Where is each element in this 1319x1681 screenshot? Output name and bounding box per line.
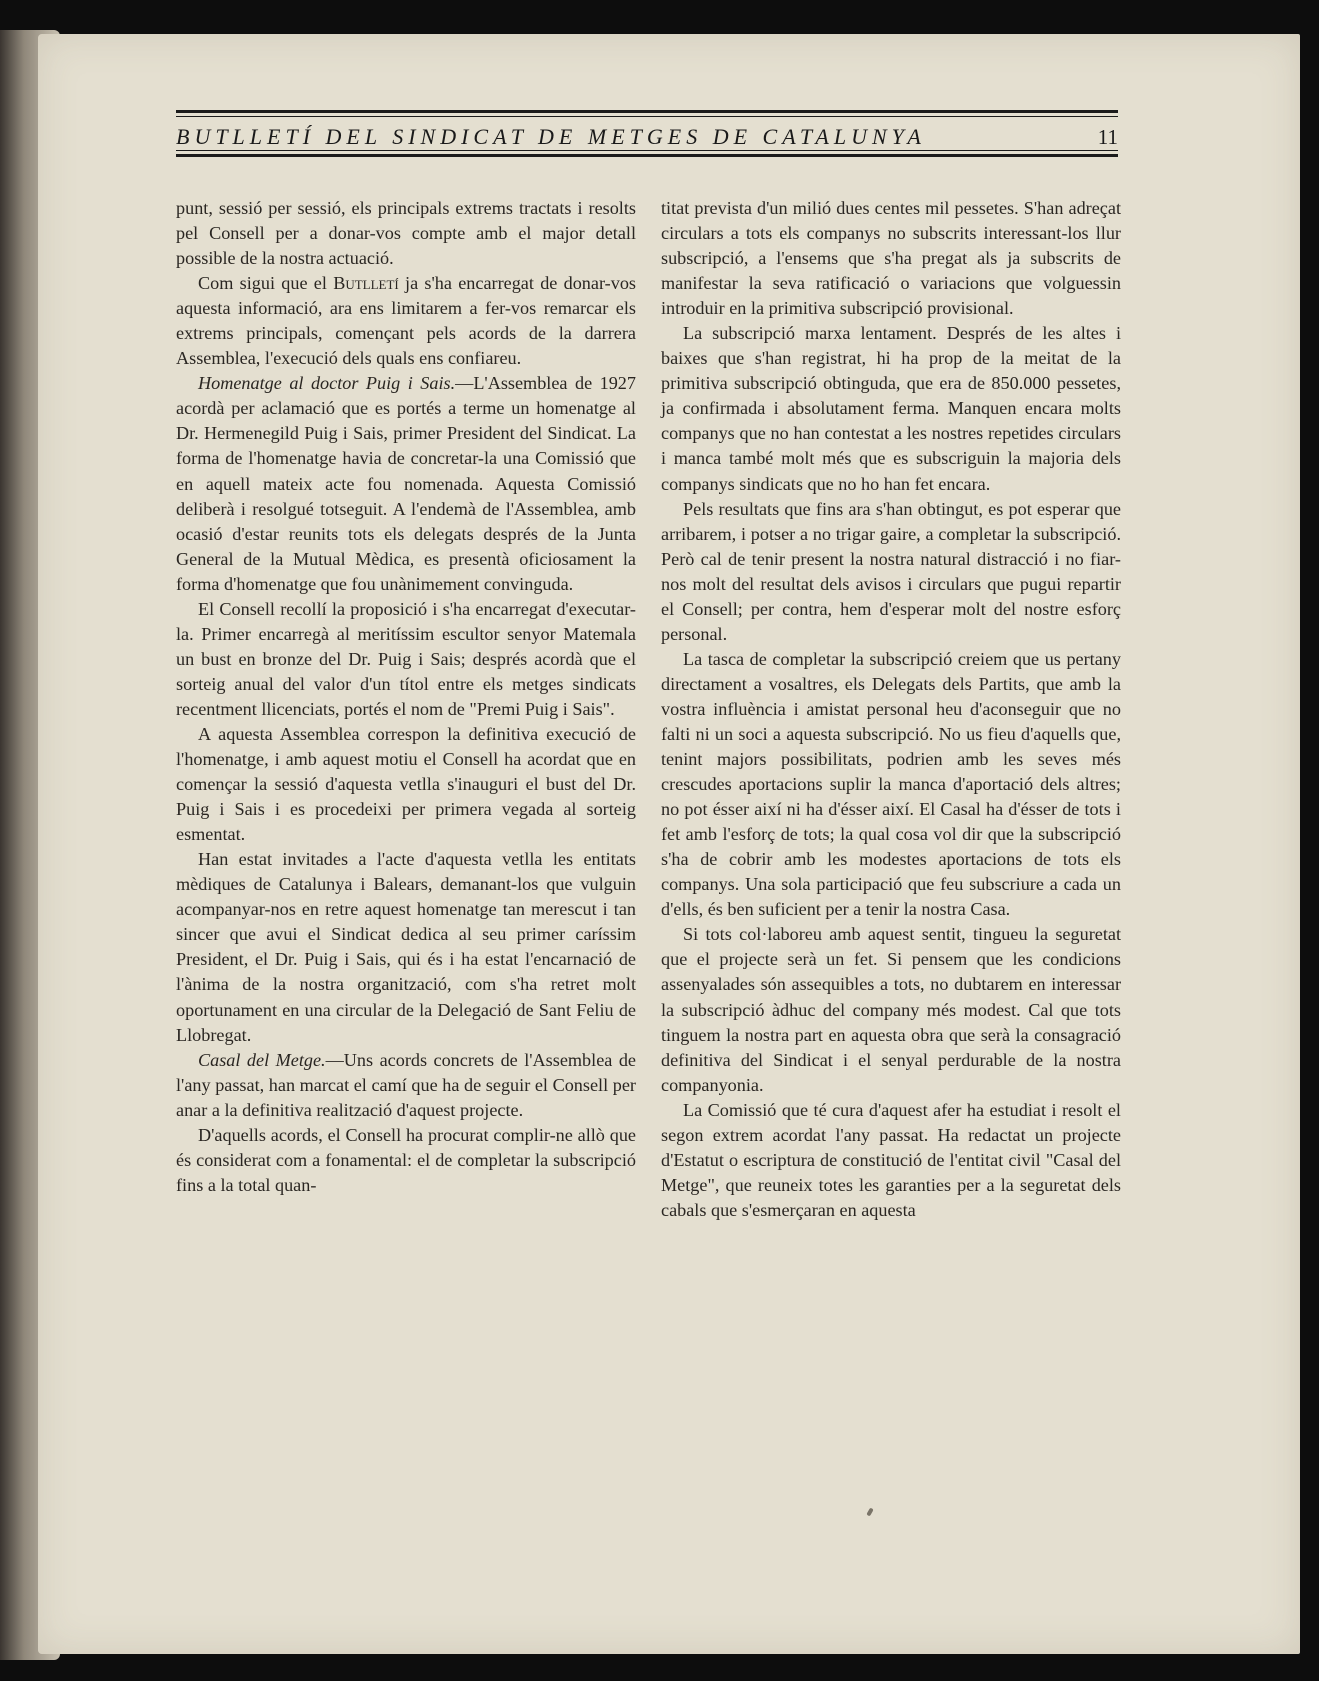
left-column	[176, 196, 636, 1198]
header-rule-bottom	[176, 154, 1118, 157]
journal-title: BUTLLETÍ DEL SINDICAT DE METGES DE CATALUNYA	[176, 124, 926, 149]
paragraph: La tasca de completar la subscripció creiem que us pertany directament a vosaltres, els Delegats dels Partits, que amb la vostra influència i amistat personal heu d'aconseguir que no falti ni un soci a aquesta subscripció. No us fieu d'aquells que, tenint majors possibilitats, podrien amb les seves més crescudes aportacions suplir la manca d'aportació dels altres; no pot ésser així ni ha d'ésser així. El Casal ha d'ésser de tots i fet amb l'esforç de tots; la qual cosa vol dir que la subscripció s'ha de cobrir amb les modestes aportacions de tots els companys. Una sola participació que feu subscriure a cada un d'ells, és ben suficient per a tenir la nostra Casa.	[661, 648, 1121, 920]
paragraph: punt, sessió per sessió, els principals extrems tractats i resolts pel Consell per a donar-vos compte amb el major detall possible de la nostra actuació.	[176, 198, 636, 269]
paragraph: Casal del Metge.—Uns acords concrets de l'Assemblea de l'any passat, han marcat el camí que ha de seguir el Consell per anar a la definitiva realització d'aquest projecte.	[176, 1049, 636, 1120]
paragraph: La Comissió que té cura d'aquest afer ha estudiat i resolt el segon extrem acordat l'any passat. Ha redactat un projecte d'Estatut o escriptura de constitució de l'entitat civil "Casal del Metge", que reuneix totes les garanties per a la seguretat dels cabals que s'esmerçaran en aquesta	[661, 1099, 1121, 1220]
page-number: 11	[1097, 125, 1118, 149]
paragraph: Si tots col·laboreu amb aquest sentit, tingueu la seguretat que el projecte serà un fet. Si pensem que les condicions assenyalades són assequibles a tots, no dubtarem en interessar la subscripció àdhuc del company més modest. Cal que tots tinguem la nostra part en aquesta obra que serà la consagració definitiva del Sindicat i el senyal perdurable de la nostra companyonia.	[661, 924, 1121, 1095]
paragraph: El Consell recollí la proposició i s'ha encarregat d'executar-la. Primer encarregà al meritíssim escultor senyor Matemala un bust en bronze del Dr. Puig i Sais; després acordà que el sorteig anual del valor d'un títol entre els metges sindicats recentment llicenciats, portés el nom de "Premi Puig i Sais".	[176, 598, 636, 719]
butlleti-name: Butlletí	[333, 273, 399, 294]
paragraph: A aquesta Assemblea correspon la definitiva execució de l'homenatge, i amb aquest motiu el Consell ha acordat que en començar la sessió d'aquesta vetlla s'inauguri el bust del Dr. Puig i Sais i es procedeixi per primera vegada al sorteig esmentat.	[176, 723, 636, 845]
section-heading: Casal del Metge.	[198, 1049, 326, 1070]
paragraph: titat prevista d'un milió dues centes mil pessetes. S'han adreçat circulars a tots els companys no subscrits interessant-los llur subscripció, a l'ensems que s'ha pregat als ja subscrits de manifestar la seva ratificació o variacions que volguessin introduir en la primitiva subscripció provisional.	[661, 198, 1121, 319]
paragraph: Homenatge al doctor Puig i Sais.—L'Assemblea de 1927 acordà per aclamació que es portés a terme un homenatge al Dr. Hermenegild Puig i Sais, primer President del Sindicat. La forma de l'homenatge havia de concretar-la una Comissió que en aquell mateix acte fou nomenada. Aquesta Comissió deliberà i resolgué totseguit. A l'endemà de l'Assemblea, amb ocasió d'estar reunits tots els delegats després de la Junta General de la Mutual Mèdica, es presentà oficiosament la forma d'homenatge que fou unànimement convinguda.	[176, 373, 636, 594]
paragraph: La subscripció marxa lentament. Després de les altes i baixes que s'han registrat, hi ha prop de la meitat de la primitiva subscripció obtinguda, que era de 850.000 pessetes, ja confirmada i absolutament ferma. Manquen encara molts companys que no han contestat a les nostres repetides circulars i manca també molt més que es subscriguin la majoria dels companys sindicats que no ho han fet encara.	[661, 323, 1121, 494]
paragraph: Han estat invitades a l'acte d'aquesta vetlla les entitats mèdiques de Catalunya i Balears, demanant-los que vulguin acompanyar-nos en retre aquest homenatge tan merescut i tan sincer que avui el Sindicat dedica al seu primer caríssim President, el Dr. Puig i Sais, qui és i ha estat l'encarnació de l'ànima de la nostra organització, com s'ha retret molt oportunament en una circular de la Delegació de Sant Feliu de Llobregat.	[176, 849, 636, 1045]
header-rule-top-thin	[176, 116, 1118, 117]
header-text	[176, 124, 1118, 150]
paragraph: Com sigui que el Butlletí ja s'ha encarregat de donar-vos aquesta informació, ara ens limitarem a fer-vos remarcar els extrems principals, començant pels acords de la darrera Assemblea, l'execució dels quals ens confiareu.	[176, 273, 636, 369]
running-header	[176, 110, 1118, 162]
paragraph: D'aquells acords, el Consell ha procurat complir-ne allò que és considerat com a fonamental: el de completar la subscripció fins a la total quan-	[176, 1124, 636, 1195]
section-heading: Homenatge al doctor Puig i Sais.	[198, 373, 456, 394]
header-rule-top	[176, 110, 1118, 113]
header-rule-bottom-thin	[176, 150, 1118, 151]
paragraph: Pels resultats que fins ara s'han obtingut, es pot esperar que arribarem, i potser a no trigar gaire, a completar la subscripció. Però cal de tenir present la nostra natural distracció i no fiar-nos molt del resultat dels avisos i circulars que pugui repartir el Consell; per contra, hem d'esperar molt del nostre esforç personal.	[661, 498, 1121, 644]
right-column	[661, 196, 1121, 1223]
